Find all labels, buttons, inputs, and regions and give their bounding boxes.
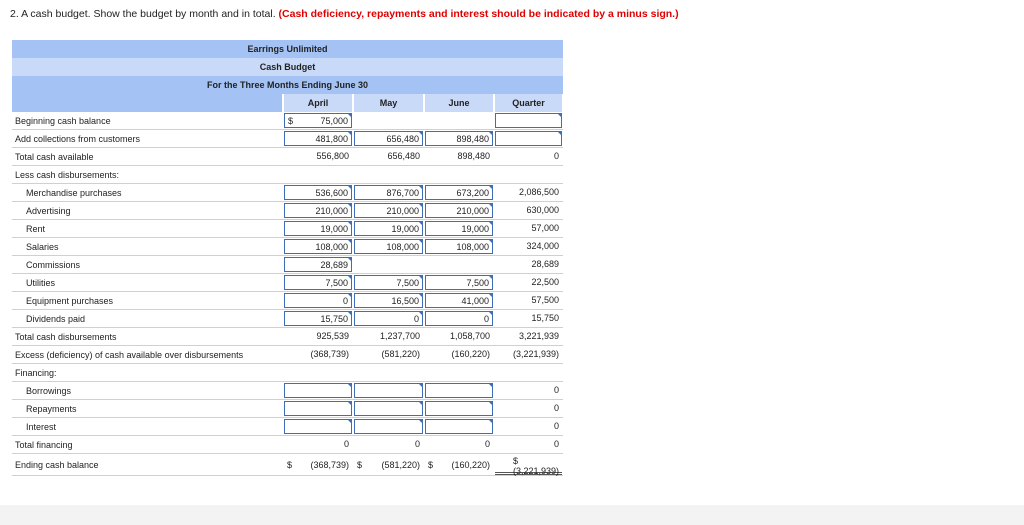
row-less-disbursements <box>12 166 563 184</box>
row-advertising <box>12 202 563 220</box>
quarter-ending-cash <box>495 455 562 475</box>
col-june: June <box>425 94 493 112</box>
june-salaries-input[interactable]: 108,000 <box>425 239 493 254</box>
row-label: Ending cash balance <box>15 460 99 470</box>
quarter-commissions: 28,689 <box>531 259 559 269</box>
row-label: Commissions <box>26 260 81 270</box>
budget-title: Cash Budget <box>12 58 563 76</box>
may-repayments-input[interactable] <box>354 401 423 416</box>
april-ending-cash <box>284 455 352 475</box>
june-interest-input[interactable] <box>425 419 493 434</box>
april-repayments-input[interactable] <box>284 401 352 416</box>
row-label: Beginning cash balance <box>15 116 111 126</box>
may-advertising-input[interactable]: 210,000 <box>354 203 423 218</box>
may-excess: (581,220) <box>381 349 420 359</box>
june-commissions-input[interactable] <box>425 257 493 272</box>
june-rent-input[interactable]: 19,000 <box>425 221 493 236</box>
quarter-collections-input[interactable] <box>495 131 562 146</box>
question-text <box>10 8 679 20</box>
row-label: Total cash disbursements <box>15 332 117 342</box>
april-utilities-input[interactable]: 7,500 <box>284 275 352 290</box>
june-beginning-cash-input[interactable] <box>425 113 493 128</box>
quarter-merchandise: 2,086,500 <box>518 187 559 197</box>
june-excess: (160,220) <box>451 349 490 359</box>
col-april: April <box>284 94 352 112</box>
may-salaries-input[interactable]: 108,000 <box>354 239 423 254</box>
april-beginning-cash-input[interactable] <box>284 113 352 128</box>
row-label: Add collections from customers <box>15 134 141 144</box>
row-total-financing <box>12 436 563 454</box>
row-repayments <box>12 400 563 418</box>
row-ending-cash <box>12 454 563 476</box>
quarter-salaries: 324,000 <box>526 241 559 251</box>
june-total-available: 898,480 <box>457 151 490 161</box>
row-salaries <box>12 238 563 256</box>
april-borrowings-input[interactable] <box>284 383 352 398</box>
april-collections-input[interactable]: 481,800 <box>284 131 352 146</box>
header-spacer <box>12 94 282 112</box>
row-label: Salaries <box>26 242 59 252</box>
quarter-total-disbursements: 3,221,939 <box>518 331 559 341</box>
quarter-dividends: 15,750 <box>531 313 559 323</box>
question-warning: (Cash deficiency, repayments and interest should be indicated by a minus sign.) <box>278 8 679 20</box>
row-label: Interest <box>26 422 57 432</box>
may-commissions-input[interactable] <box>354 257 423 272</box>
may-equipment-input[interactable]: 16,500 <box>354 293 423 308</box>
april-total-disbursements: 925,539 <box>316 331 349 341</box>
cell-value: (368,739) <box>310 460 349 470</box>
row-label: Total cash available <box>15 152 94 162</box>
row-rent <box>12 220 563 238</box>
may-total-financing: 0 <box>414 439 420 449</box>
quarter-interest: 0 <box>553 421 559 431</box>
row-label: Repayments <box>26 404 77 414</box>
row-excess-deficiency <box>12 346 563 364</box>
april-rent-input[interactable]: 19,000 <box>284 221 352 236</box>
cell-value: (3,221,939) <box>512 466 559 476</box>
april-interest-input[interactable] <box>284 419 352 434</box>
june-merchandise-input[interactable]: 673,200 <box>425 185 493 200</box>
row-label: Excess (deficiency) of cash available over disbursements <box>15 350 244 360</box>
row-merchandise <box>12 184 563 202</box>
may-borrowings-input[interactable] <box>354 383 423 398</box>
june-collections-input[interactable]: 898,480 <box>425 131 493 146</box>
june-borrowings-input[interactable] <box>425 383 493 398</box>
row-label: Total financing <box>15 440 73 450</box>
row-label: Merchandise purchases <box>26 188 122 198</box>
may-merchandise-input[interactable]: 876,700 <box>354 185 423 200</box>
cell-value: 75,000 <box>320 116 348 126</box>
may-ending-cash <box>354 455 423 475</box>
may-dividends-input[interactable]: 0 <box>354 311 423 326</box>
april-dividends-input[interactable]: 15,750 <box>284 311 352 326</box>
row-interest <box>12 418 563 436</box>
quarter-rent: 57,000 <box>531 223 559 233</box>
june-equipment-input[interactable]: 41,000 <box>425 293 493 308</box>
quarter-total-financing: 0 <box>553 439 559 449</box>
row-dividends <box>12 310 563 328</box>
may-interest-input[interactable] <box>354 419 423 434</box>
may-beginning-cash-input[interactable] <box>354 113 423 128</box>
june-utilities-input[interactable]: 7,500 <box>425 275 493 290</box>
april-advertising-input[interactable]: 210,000 <box>284 203 352 218</box>
row-utilities <box>12 274 563 292</box>
row-label: Less cash disbursements: <box>15 170 120 180</box>
quarter-beginning-cash-input[interactable] <box>495 113 562 128</box>
row-label: Utilities <box>26 278 56 288</box>
april-excess: (368,739) <box>310 349 349 359</box>
col-quarter: Quarter <box>495 94 562 112</box>
row-total-cash-available <box>12 148 563 166</box>
quarter-excess: (3,221,939) <box>512 349 559 359</box>
row-borrowings <box>12 382 563 400</box>
quarter-borrowings: 0 <box>553 385 559 395</box>
currency-symbol: $ <box>287 460 293 470</box>
row-label: Equipment purchases <box>26 296 114 306</box>
may-total-disbursements: 1,237,700 <box>379 331 420 341</box>
june-dividends-input[interactable]: 0 <box>425 311 493 326</box>
currency-symbol: $ <box>288 116 294 126</box>
april-equipment-input[interactable]: 0 <box>284 293 352 308</box>
may-utilities-input[interactable]: 7,500 <box>354 275 423 290</box>
april-total-available: 556,800 <box>316 151 349 161</box>
footer-bar <box>0 505 1024 525</box>
company-name: Earrings Unlimited <box>12 40 563 58</box>
june-ending-cash <box>425 455 493 475</box>
june-advertising-input[interactable]: 210,000 <box>425 203 493 218</box>
april-commissions-input[interactable]: 28,689 <box>284 257 352 272</box>
row-commissions <box>12 256 563 274</box>
row-equipment <box>12 292 563 310</box>
cell-value: (160,220) <box>451 460 490 470</box>
col-may: May <box>354 94 423 112</box>
currency-symbol: $ <box>428 460 434 470</box>
april-salaries-input[interactable]: 108,000 <box>284 239 352 254</box>
quarter-repayments: 0 <box>553 403 559 413</box>
row-label: Borrowings <box>26 386 72 396</box>
june-total-financing: 0 <box>484 439 490 449</box>
currency-symbol: $ <box>357 460 363 470</box>
may-collections-input[interactable]: 656,480 <box>354 131 423 146</box>
may-rent-input[interactable]: 19,000 <box>354 221 423 236</box>
row-label: Financing: <box>15 368 57 378</box>
currency-symbol: $ <box>513 456 519 466</box>
row-financing <box>12 364 563 382</box>
may-total-available: 656,480 <box>387 151 420 161</box>
quarter-utilities: 22,500 <box>531 277 559 287</box>
row-label: Dividends paid <box>26 314 86 324</box>
quarter-equipment: 57,500 <box>531 295 559 305</box>
april-merchandise-input[interactable]: 536,600 <box>284 185 352 200</box>
budget-period: For the Three Months Ending June 30 <box>12 76 563 94</box>
row-label: Advertising <box>26 206 71 216</box>
cell-value: (581,220) <box>381 460 420 470</box>
quarter-advertising: 630,000 <box>526 205 559 215</box>
question-prefix: 2. A cash budget. Show the budget by month and in total. <box>10 8 276 20</box>
april-total-financing: 0 <box>343 439 349 449</box>
row-beginning-cash <box>12 112 563 130</box>
june-repayments-input[interactable] <box>425 401 493 416</box>
row-collections <box>12 130 563 148</box>
quarter-total-available: 0 <box>553 151 559 161</box>
row-total-disbursements <box>12 328 563 346</box>
june-total-disbursements: 1,058,700 <box>449 331 490 341</box>
row-label: Rent <box>26 224 46 234</box>
